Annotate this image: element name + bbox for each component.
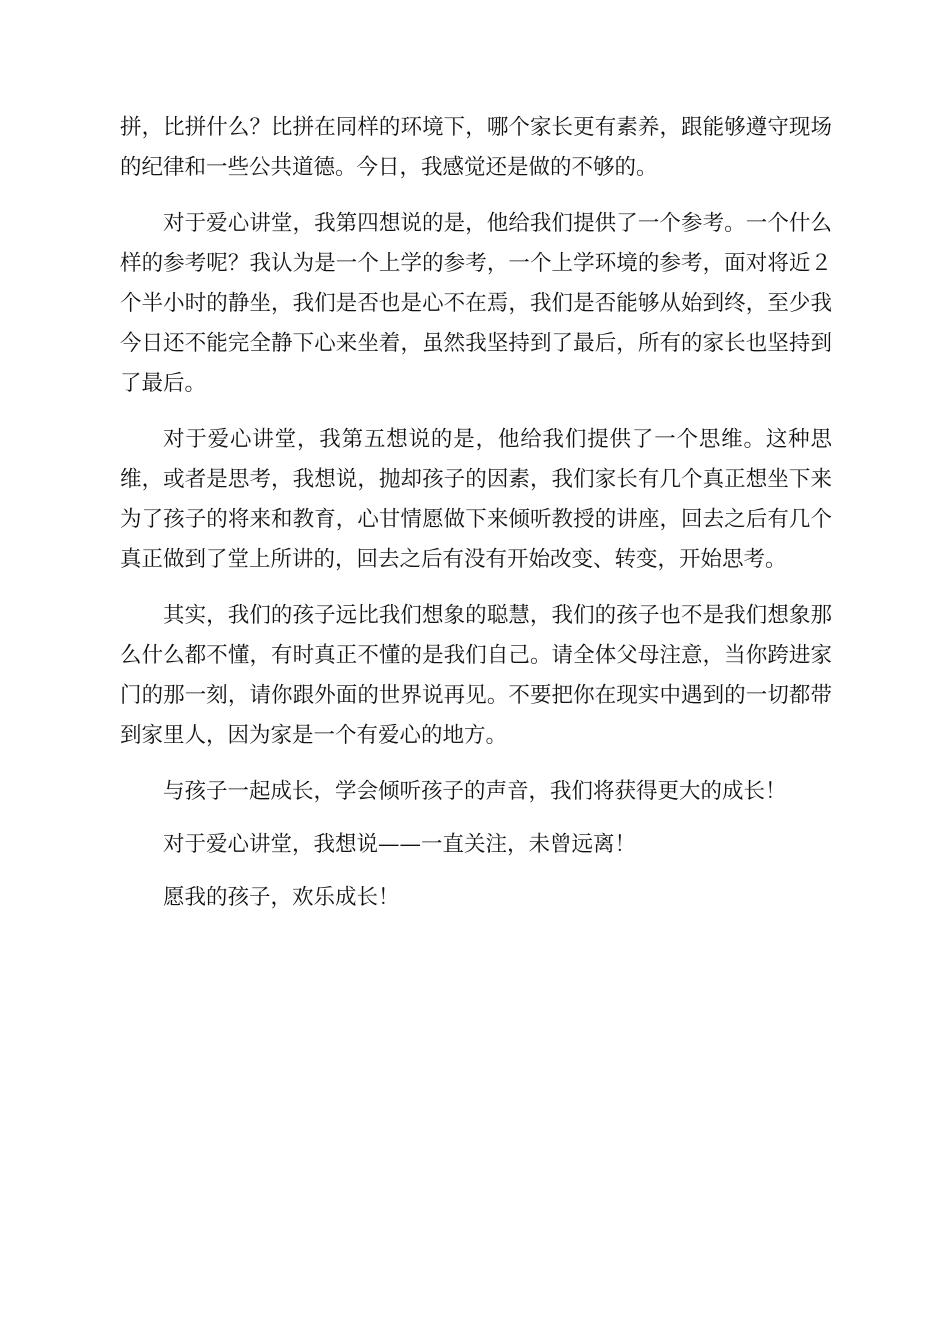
paragraph-continuation: 拼，比拼什么？比拼在同样的环境下，哪个家长更有素养，跟能够遵守现场的纪律和一些公共道德。今日，我感觉还是做的不够的。	[120, 115, 832, 180]
document-body	[120, 108, 832, 931]
paragraph-always-follow: 对于爱心讲堂，我想说——一直关注，未曾远离！	[163, 832, 637, 857]
paragraph-fourth-point: 对于爱心讲堂，我第四想说的是，他给我们提供了一个参考。一个什么样的参考呢？我认为是一个上学的参考，一个上学环境的参考，面对将近２个半小时的静坐，我们是否也是心不在焉，我们是否能够从始到终，至少我今日还不能完全静下心来坐着，虽然我坚持到了最后，所有的家长也坚持到了最后。	[120, 211, 832, 396]
paragraph-fifth-point: 对于爱心讲堂，我第五想说的是，他给我们提供了一个思维。这种思维，或者是思考，我想说，抛却孩子的因素，我们家长有几个真正想坐下来为了孩子的将来和教育，心甘情愿做下来倾听教授的讲座，回去之后有几个真正做到了堂上所讲的，回去之后有没有开始改变、转变，开始思考。	[120, 427, 832, 572]
paragraph-grow-together: 与孩子一起成长，学会倾听孩子的声音，我们将获得更大的成长！	[163, 779, 787, 804]
paragraph-closing-wish: 愿我的孩子，欢乐成长！	[163, 885, 400, 910]
paragraph-reflection: 其实，我们的孩子远比我们想象的聪慧，我们的孩子也不是我们想象那么什么都不懂，有时真正不懂的是我们自己。请全体父母注意，当你跨进家门的那一刻，请你跟外面的世界说再见。不要把你在现实中遇到的一切都带到家里人，因为家是一个有爱心的地方。	[120, 603, 832, 748]
